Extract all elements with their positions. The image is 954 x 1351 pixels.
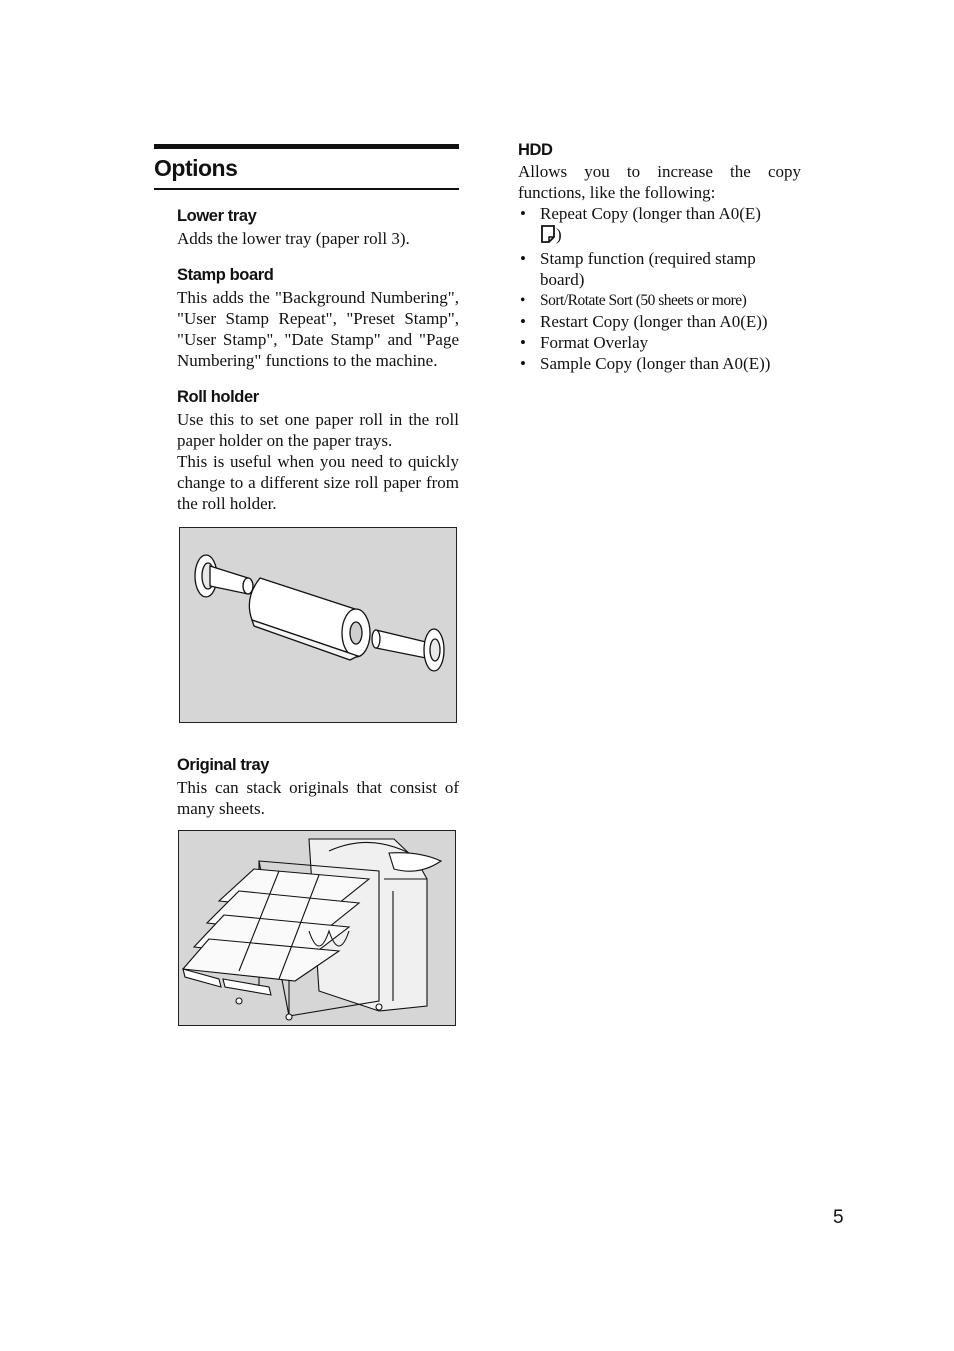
bullet: • <box>520 354 526 373</box>
option-description: This is useful when you need to quickly change to a different size roll paper from the roll holder. <box>177 452 459 513</box>
list-item <box>518 290 801 311</box>
list-item-text: Stamp function (required stamp board) <box>540 249 756 289</box>
list-item <box>518 332 801 353</box>
bullet: • <box>520 249 526 268</box>
option-heading: Lower tray <box>177 207 257 225</box>
option-description: This adds the "Background Numbering", "User Stamp Repeat", "Preset Stamp", "User Stamp", "Date Stamp" and "Page Numbering" functions to the machine. <box>177 288 459 370</box>
left-column <box>154 144 459 1026</box>
section-title: Options <box>154 155 459 190</box>
bullet: • <box>520 204 526 223</box>
option-heading: Original tray <box>177 756 269 774</box>
bullet: • <box>520 333 526 352</box>
option-heading: Stamp board <box>177 266 274 284</box>
hdd-heading: HDD <box>518 141 553 159</box>
page-number: 5 <box>833 1207 844 1228</box>
list-item <box>518 311 801 332</box>
hdd-intro: Allows you to increase the copy functions, like the following: <box>518 162 801 202</box>
list-item-text: Restart Copy (longer than A0(E)) <box>540 312 768 331</box>
section-header <box>154 144 459 190</box>
list-item <box>518 353 801 374</box>
list-item <box>518 203 801 248</box>
right-column <box>518 140 801 374</box>
option-original-tray <box>177 755 459 1026</box>
bullet: • <box>520 312 526 331</box>
option-heading: Roll holder <box>177 388 259 406</box>
roll-holder-drawing <box>180 528 456 722</box>
option-description: Adds the lower tray (paper roll 3). <box>177 229 410 248</box>
list-item-text: Repeat Copy (longer than A0(E) <box>540 204 761 223</box>
original-tray-illustration <box>178 830 456 1026</box>
option-roll-holder <box>177 387 459 723</box>
list-item-text: Sample Copy (longer than A0(E)) <box>540 354 771 373</box>
option-stamp-board <box>177 265 459 371</box>
hdd-function-list <box>518 203 801 374</box>
roll-holder-illustration <box>179 527 457 723</box>
list-item <box>518 248 801 290</box>
list-item-text: Sort/Rotate Sort (50 sheets or more) <box>540 292 747 309</box>
list-item-text: Format Overlay <box>540 333 649 352</box>
option-description: Use this to set one paper roll in the roll paper holder on the paper trays. <box>177 410 459 450</box>
option-description: This can stack originals that consist of many sheets. <box>177 778 459 818</box>
paper-portrait-icon <box>540 225 556 248</box>
list-item-suffix: ) <box>556 225 562 244</box>
bullet: • <box>520 292 525 309</box>
option-lower-tray <box>177 206 459 249</box>
original-tray-drawing <box>179 831 455 1025</box>
